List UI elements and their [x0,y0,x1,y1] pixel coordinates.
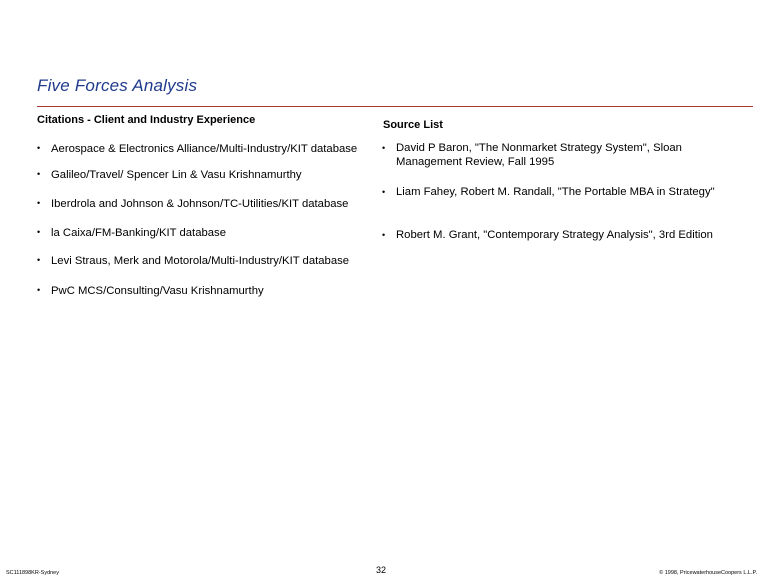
page-title: Five Forces Analysis [37,76,198,95]
bullet-icon: • [382,187,386,197]
citation-item [37,141,357,156]
source-item [382,185,722,200]
bullet-icon: • [382,230,386,240]
footer-document-code: SC111898KR-Sydney [6,570,59,576]
bullet-icon: • [37,143,41,153]
citation-text: PwC MCS/Consulting/Vasu Krishnamurthy [51,285,264,297]
bullet-icon: • [37,255,41,265]
citation-text: Galileo/Travel/ Spencer Lin & Vasu Krishnamurthy [51,169,302,181]
citation-item [37,167,302,182]
title-divider [37,106,753,107]
citation-item [37,253,349,268]
bullet-icon: • [37,227,41,237]
bullet-icon: • [37,285,41,295]
source-text: Robert M. Grant, "Contemporary Strategy Analysis", 3rd Edition [396,229,713,241]
page-number: 32 [376,565,387,575]
citation-text: la Caixa/FM-Banking/KIT database [51,227,226,239]
source-text: David P Baron, "The Nonmarket Strategy System", Sloan Management Review, Fall 1995 [396,142,682,168]
citation-text: Iberdrola and Johnson & Johnson/TC-Utilities/KIT database [51,198,349,210]
citation-item [37,225,226,240]
source-text: Liam Fahey, Robert M. Randall, "The Portable MBA in Strategy" [396,186,715,198]
footer-copyright: © 1998, PricewaterhouseCoopers L.L.P. [659,570,757,576]
citations-heading: Citations - Client and Industry Experience [37,114,256,126]
bullet-icon: • [382,143,386,153]
bullet-icon: • [37,169,41,179]
citation-item [37,196,348,211]
bullet-icon: • [37,198,41,208]
citation-item [37,283,264,298]
citation-text: Aerospace & Electronics Alliance/Multi-Industry/KIT database [51,143,358,155]
source-item [382,228,722,243]
citation-text: Levi Straus, Merk and Motorola/Multi-Industry/KIT database [51,255,350,267]
source-list-heading: Source List [383,119,443,131]
source-item [382,141,722,169]
